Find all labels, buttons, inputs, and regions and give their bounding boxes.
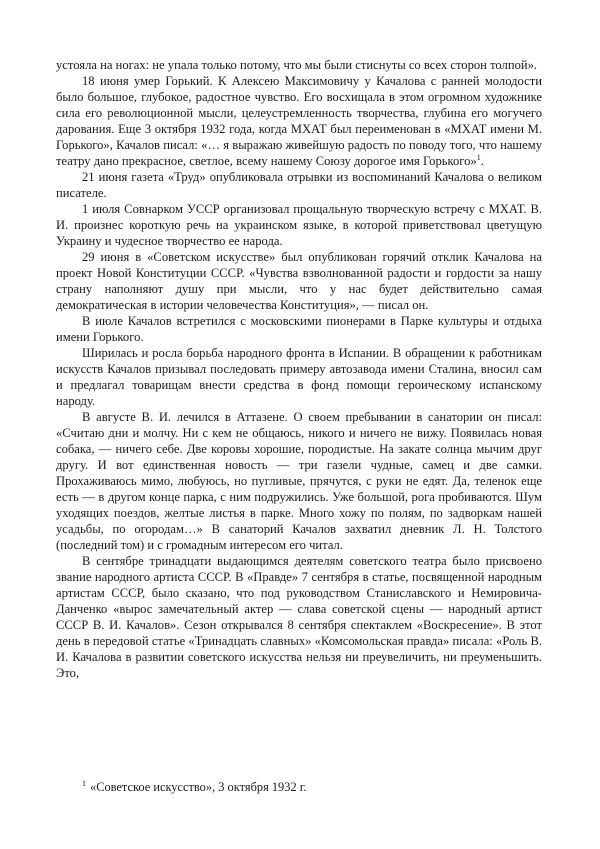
paragraph-text: 18 июня умер Горький. К Алексею Максимовичу у Качалова с ранней молодости было большое, глубокое, радостное чувство. Его восхищала в этом огромном художнике сила его революционной мысли, целеустремленность творчества, глубина его могучего дарования. Еще 3 октября 1932 года, когда МХАТ был переименован в «МХАТ имени М. Горького», Качалов писал: «… я выражаю живейшую радость по поводу того, что нашему театру дано прекрасное, светлое, всему нашему Союзу дорогое имя Горького» xyxy=(56,74,542,168)
footnote xyxy=(56,779,542,795)
paragraph: устояла на ногах: не упала только потому, что мы были стиснуты со всех сторон толпой». xyxy=(56,58,538,72)
paragraph: Ширилась и росла борьба народного фронта в Испании. В обращении к работникам искусств Качалов призывал последовать примеру автозавода имени Сталина, вносил сам и предлагал товарищам внести средства в фонд помощи героическому испанскому народу. xyxy=(56,346,542,408)
footnote-marker: 1 xyxy=(82,778,86,788)
footnote-text: «Советское искусство», 3 октября 1932 г. xyxy=(90,780,307,794)
footnote-line xyxy=(56,779,542,795)
paragraph-tail: . xyxy=(480,154,484,168)
paragraph: В августе В. И. лечился в Аттазене. О своем пребывании в санатории он писал: «Считаю дни и молчу. Ни с кем не общаюсь, никого и ничего не вижу. Появилась новая собака, — ничего себе. Две коровы хорошие, породистые. На закате солнца мычим друг другу. И вот единственная новость — три газели чудные, самец и две самки. Прохаживаюсь мимо, любуюсь, но пугливые, прячутся, с руки не едят. Да, теленок еще есть — в другом конце парка, с ним подружились. Уже большой, рога пробиваются. Шум уходящих поездов, желтые листья в парке. Много хожу по полям, по задворкам нашей усадьбы, по огородам…» В санаторий Качалов захватил дневник Л. Н. Толстого (последний том) и с громадным интересом его читал. xyxy=(56,410,542,552)
paragraph: В июле Качалов встретился с московскими пионерами в Парке культуры и отдыха имени Горького. xyxy=(56,314,542,344)
paragraph: 21 июня газета «Труд» опубликовала отрывки из воспоминаний Качалова о великом писателе. xyxy=(56,170,542,200)
footnote-ref: 1 xyxy=(476,152,481,162)
paragraph: В сентябре тринадцати выдающимся деятелям советского театра было присвоено звание народного артиста СССР. В «Правде» 7 сентября в статье, посвященной народным артистам СССР, было сказано, что под руководством Станиславского и Немировича-Данченко «вырос замечательный актер — слава советской сцены — народный артист СССР В. И. Качалов». Сезон открывался 8 сентября спектаклем «Воскресение». В этот день в передовой статье «Тринадцать славных» «Комсомольская правда» писала: «Роль В. И. Качалова в развитии советского искусства нельзя ни преувеличить, ни преуменьшить. Это, xyxy=(56,554,542,680)
paragraph: 1 июля Совнарком УССР организовал прощальную творческую встречу с МХАТ. В. И. произнес короткую речь на украинском языке, в которой приветствовал цветущую Украину и чудесное творчество ее народа. xyxy=(56,202,542,248)
paragraph: 29 июня в «Советском искусстве» был опубликован горячий отклик Качалова на проект Новой Конституции СССР. «Чувства взволнованной радости и гордости за нашу страну наполняют душу при мысли, что у нас будет действительно самая демократическая в истории человечества Конституция», — писал он. xyxy=(56,250,542,312)
paragraph xyxy=(56,73,542,169)
main-text-block xyxy=(56,57,542,681)
